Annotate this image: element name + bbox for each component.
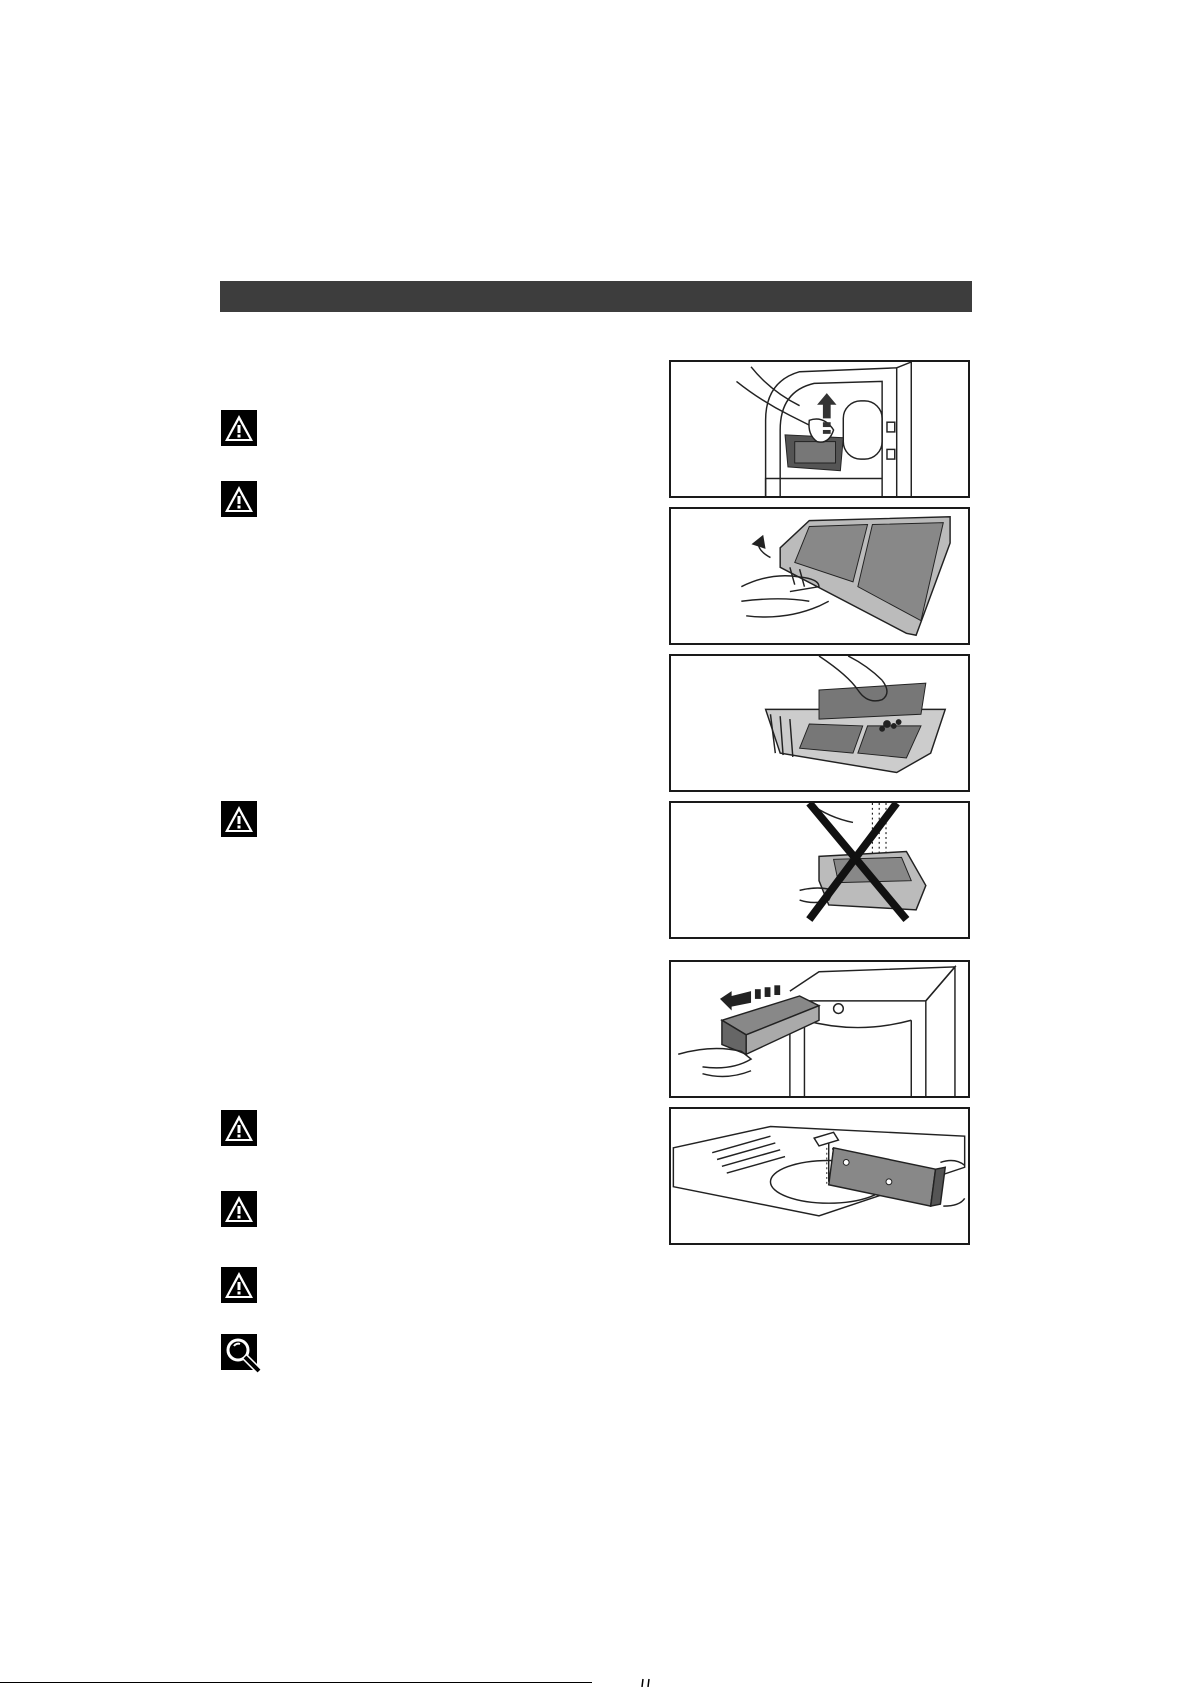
magnifier-icon [221, 1334, 265, 1374]
warning-icon [221, 1267, 257, 1303]
illustration-condenser-rinsing [669, 1107, 970, 1245]
section-header-bar [220, 281, 972, 312]
warning-icon [221, 481, 257, 517]
illustration-lint-cleaning [669, 654, 970, 792]
illustration-filter-washing-prohibited [669, 801, 970, 939]
illustration-filter-removal [669, 360, 970, 498]
warning-icon [221, 1110, 257, 1146]
warning-icon [221, 801, 257, 837]
footer-rule [0, 1682, 592, 1683]
illustration-filter-opening [669, 507, 970, 645]
warning-icon [221, 1191, 257, 1227]
warning-icon [221, 410, 257, 446]
illustration-condenser-drawer-removal [669, 960, 970, 1098]
page-number-fragment [640, 1674, 654, 1685]
